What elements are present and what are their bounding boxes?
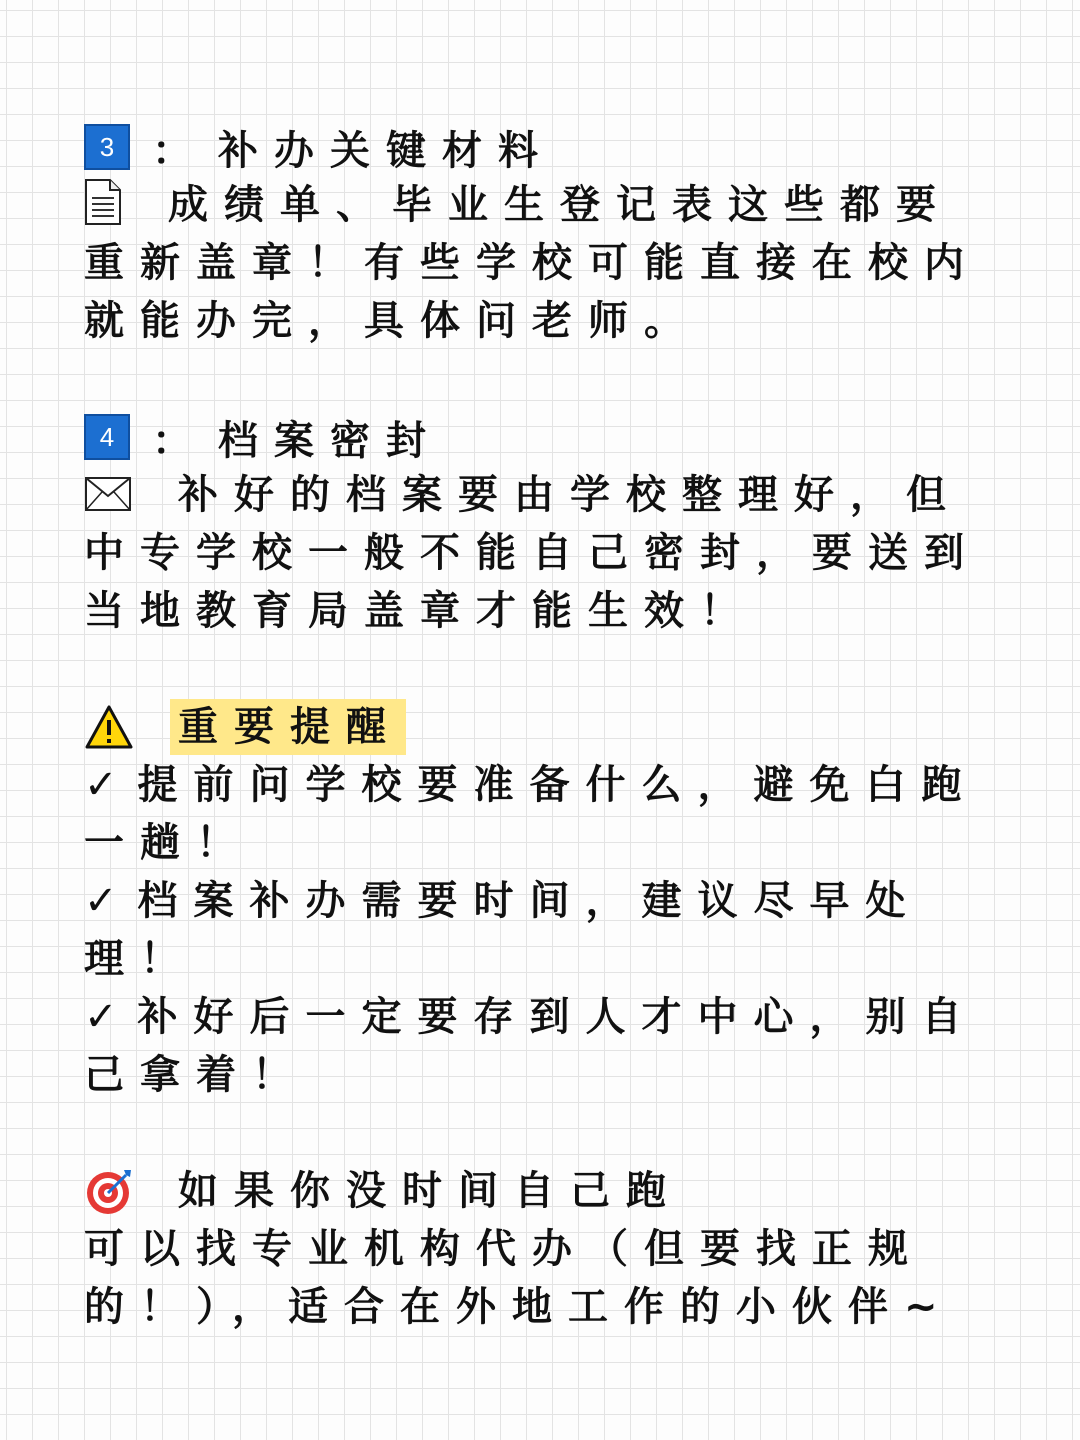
target-icon bbox=[84, 1166, 134, 1216]
reminder-line-1 bbox=[84, 756, 1004, 814]
document-icon bbox=[84, 178, 122, 226]
section-4-line-3: 当地教育局盖章才能生效！ bbox=[84, 588, 756, 634]
warning-icon bbox=[84, 704, 134, 750]
section-3-colon: ： bbox=[152, 127, 208, 174]
section-4-colon: ： bbox=[152, 417, 208, 464]
check-mark-icon: ✓ bbox=[84, 762, 134, 808]
reminder-line-4: 理！ bbox=[84, 936, 196, 982]
check-mark-icon: ✓ bbox=[84, 878, 134, 924]
section-4-heading bbox=[84, 408, 1004, 466]
number-badge-3: 3 bbox=[84, 124, 130, 170]
section-3-line-3: 就能办完，具体问老师。 bbox=[84, 298, 700, 344]
reminder-line-5 bbox=[84, 988, 1004, 1046]
section-4-line-2: 中专学校一般不能自己密封，要送到 bbox=[84, 530, 980, 576]
section-4-title: 档案密封 bbox=[218, 417, 442, 464]
section-4-text-1: 补好的档案要由学校整理好，但 bbox=[178, 472, 962, 518]
reminder-text-5: 补好后一定要存到人才中心，别自 bbox=[137, 994, 978, 1040]
section-3-line-2: 重新盖章！有些学校可能直接在校内 bbox=[84, 240, 980, 286]
reminder-line-3 bbox=[84, 872, 1004, 930]
reminder-text-3: 档案补办需要时间，建议尽早处 bbox=[137, 878, 922, 924]
reminder-title: 重要提醒 bbox=[170, 699, 406, 755]
closing-line-1: 可以找专业机构代办（但要找正规 bbox=[84, 1226, 924, 1272]
number-badge-4: 4 bbox=[84, 414, 130, 460]
main-content bbox=[84, 118, 1004, 1336]
closing-line-2: 的！），适合在外地工作的小伙伴~ bbox=[84, 1284, 954, 1330]
section-3-line-1 bbox=[84, 176, 1004, 234]
section-3-text-1: 成绩单、毕业生登记表这些都要 bbox=[168, 182, 952, 228]
reminder-text-1: 提前问学校要准备什么，避免白跑 bbox=[137, 762, 978, 808]
section-4-line-1 bbox=[84, 466, 1004, 524]
reminder-line-6: 己拿着！ bbox=[84, 1052, 308, 1098]
reminder-line-2: 一趟！ bbox=[84, 820, 252, 866]
closing-heading bbox=[84, 1162, 1004, 1220]
closing-title: 如果你没时间自己跑 bbox=[178, 1168, 682, 1214]
reminder-heading bbox=[84, 698, 1004, 756]
envelope-icon bbox=[84, 470, 132, 506]
section-3-heading bbox=[84, 118, 1004, 176]
check-mark-icon: ✓ bbox=[84, 994, 134, 1040]
section-3-title: 补办关键材料 bbox=[218, 127, 554, 174]
